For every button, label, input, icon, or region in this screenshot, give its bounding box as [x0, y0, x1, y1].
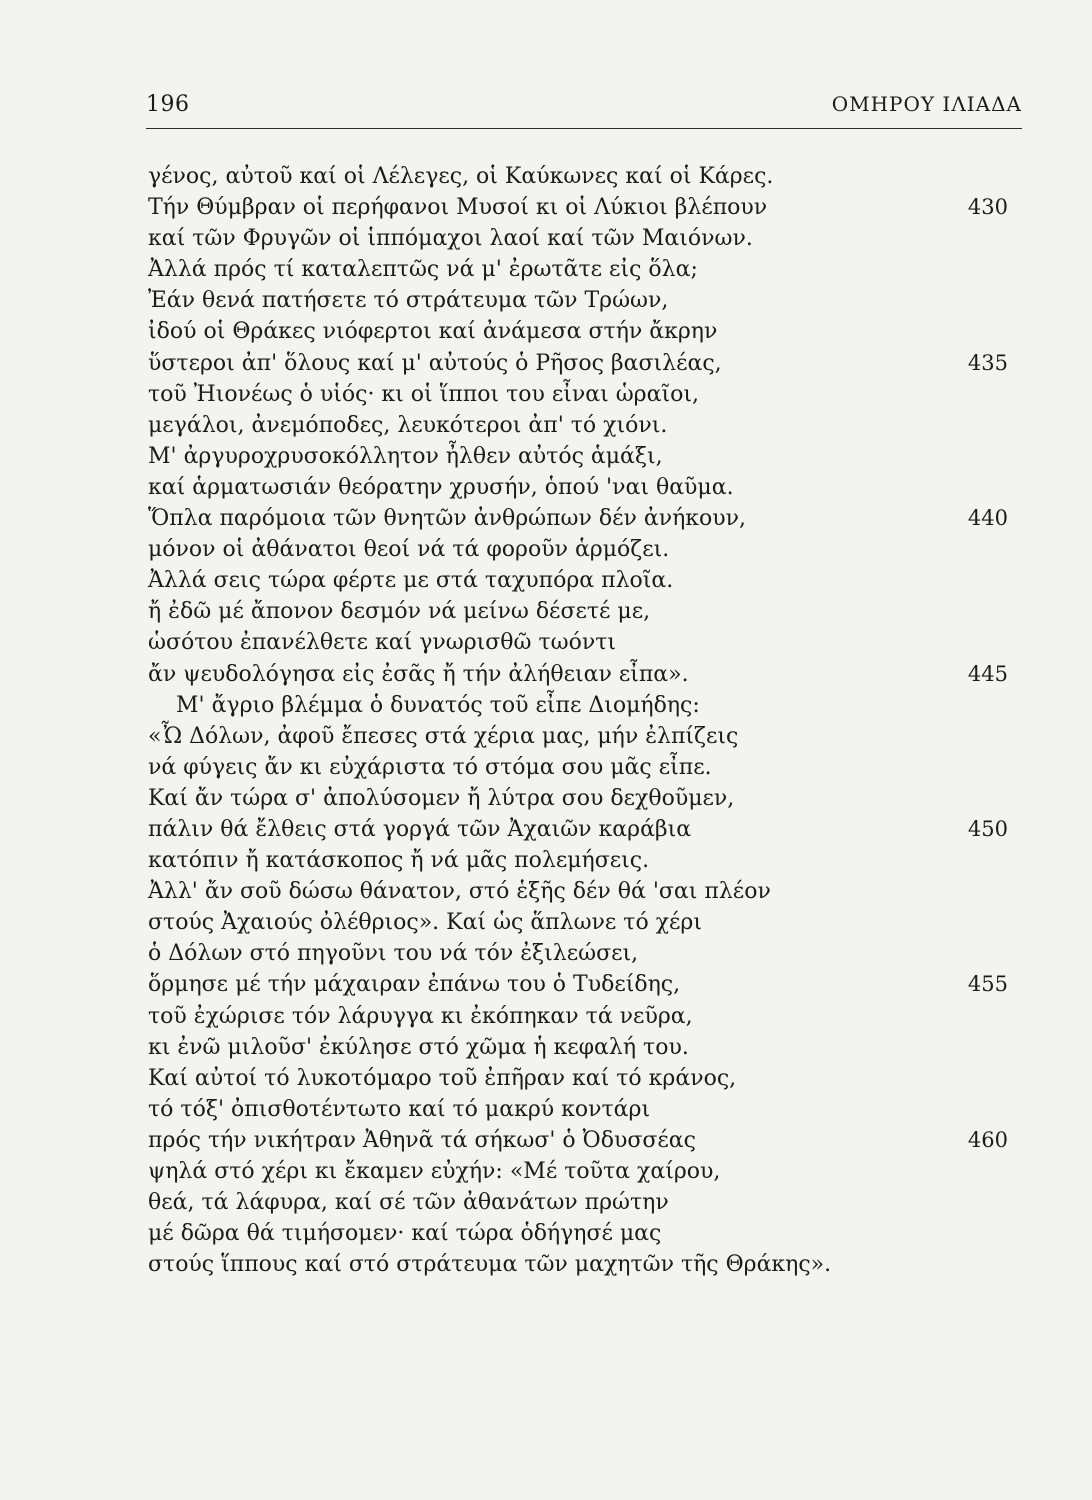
verse-text: Καί αὐτοί τό λυκοτόμαρο τοῦ ἐπῆραν καί τό κράνος,: [148, 1065, 737, 1091]
verse-line: [148, 721, 1008, 752]
verse-text: ἰδού οἱ Θράκες νιόφερτοι καί ἀνάμεσα στήν ἄκρην: [148, 319, 718, 345]
line-number: 430: [967, 195, 1008, 220]
verse-line: [148, 596, 1008, 627]
verse-line: [148, 534, 1008, 565]
verse-line: [148, 223, 1008, 254]
verse-line: [148, 907, 1008, 938]
verse-text: γένος, αὐτοῦ καί οἱ Λέλεγες, οἱ Καύκωνες καί οἱ Κάρες.: [148, 164, 774, 189]
verse-text: κι ἐνῶ μιλοῦσ' ἐκύλησε στό χῶμα ἡ κεφαλή του.: [148, 1034, 689, 1060]
verse-line: [148, 565, 1008, 596]
verse-text: Ἀλλά σεις τώρα φέρτε με στά ταχυπόρα πλοῖα.: [148, 568, 674, 594]
verse-text: νά φύγεις ἄν κι εὐχάριστα τό στόμα σου μᾶς εἶπε.: [148, 754, 712, 780]
verse-line: [148, 1125, 1008, 1156]
verse-line: [148, 814, 1008, 845]
header-rule: [146, 128, 1022, 129]
page-number: 196: [146, 92, 190, 117]
verse-line: [148, 627, 1008, 658]
verse-line: [148, 1063, 1008, 1094]
verse-line: [148, 1249, 1008, 1280]
verse-text: Ἀλλά πρός τί καταλεπτῶς νά μ' ἐρωτᾶτε εἰς ὅλα;: [148, 257, 698, 283]
verse-line: [148, 845, 1008, 876]
line-number: 440: [967, 506, 1008, 531]
verse-text: θεά, τά λάφυρα, καί σέ τῶν ἀθανάτων πρώτην: [148, 1190, 669, 1216]
verse-line: [148, 254, 1008, 285]
verse-text: στούς Ἀχαιούς ὀλέθριος». Καί ὡς ἅπλωνε τό χέρι: [148, 910, 702, 936]
line-number: 450: [967, 816, 1008, 841]
verse-text: ὅρμησε μέ τήν μάχαιραν ἐπάνω του ὁ Τυδείδης,: [148, 972, 681, 998]
verse-text: Ἐάν θενά πατήσετε τό στράτευμα τῶν Τρώων,: [148, 288, 669, 314]
verse-text: Τήν Θύμβραν οἱ περήφανοι Μυσοί κι οἱ Λύκιοι βλέπουν: [148, 195, 768, 221]
verse-block: [148, 161, 1008, 1280]
line-number: 445: [967, 661, 1008, 686]
verse-text: ψηλά στό χέρι κι ἔκαμεν εὐχήν: «Μέ τοῦτα χαίρου,: [148, 1159, 721, 1184]
verse-line: [148, 1001, 1008, 1032]
verse-line: [148, 316, 1008, 347]
verse-text: Ὅπλα παρόμοια τῶν θνητῶν ἀνθρώπων δέν ἀνήκουν,: [148, 506, 746, 532]
verse-line: [148, 969, 1008, 1000]
verse-line: [148, 690, 1008, 721]
page-header: [146, 92, 1022, 128]
verse-text: τοῦ Ἠιονέως ὁ υἱός· κι οἱ ἵπποι του εἶναι ὡραῖοι,: [148, 381, 699, 407]
verse-line: [148, 1187, 1008, 1218]
verse-text: μόνον οἱ ἀθάνατοι θεοί νά τά φοροῦν ἁρμόζει.: [148, 537, 670, 563]
verse-line: [148, 285, 1008, 316]
verse-text: καί τῶν Φρυγῶν οἱ ἱππόμαχοι λαοί καί τῶν Μαιόνων.: [148, 226, 753, 252]
verse-line: [148, 1094, 1008, 1125]
verse-text: μέ δῶρα θά τιμήσομεν· καί τώρα ὁδήγησέ μας: [148, 1221, 662, 1247]
verse-line: [148, 1156, 1008, 1187]
verse-line: [148, 410, 1008, 441]
verse-line: [148, 783, 1008, 814]
verse-text: Καί ἄν τώρα σ' ἀπολύσομεν ἤ λύτρα σου δεχθοῦμεν,: [148, 785, 735, 811]
verse-text: κατόπιν ἤ κατάσκοπος ἤ νά μᾶς πολεμήσεις.: [148, 848, 650, 874]
verse-text: καί ἁρματωσιάν θεόρατην χρυσήν, ὁπού 'ναι θαῦμα.: [148, 474, 734, 500]
verse-text: Μ' ἄγριο βλέμμα ὁ δυνατός τοῦ εἶπε Διομήδης:: [176, 692, 700, 718]
verse-line: [148, 503, 1008, 534]
verse-text: ὁ Δόλων στό πηγοῦνι του νά τόν ἐξιλεώσει,: [148, 941, 639, 967]
verse-line: [148, 1032, 1008, 1063]
verse-text: τό τόξ' ὀπισθοτέντωτο καί τό μακρύ κοντάρι: [148, 1096, 651, 1122]
verse-text: ὡσότου ἐπανέλθετε καί γνωρισθῶ τωόντι: [148, 630, 616, 656]
verse-line: [148, 876, 1008, 907]
verse-text: πρός τήν νικήτραν Ἀθηνᾶ τά σήκωσ' ὁ Ὀδυσσέας: [148, 1127, 696, 1153]
line-number: 435: [967, 350, 1008, 375]
verse-line: [148, 192, 1008, 223]
running-title: ΟΜΗΡΟΥ ΙΛΙΑΔΑ: [831, 92, 1022, 116]
verse-line: [148, 441, 1008, 472]
verse-line: [148, 348, 1008, 379]
verse-line: [148, 659, 1008, 690]
verse-line: [148, 752, 1008, 783]
verse-text: «Ὦ Δόλων, ἀφοῦ ἔπεσες στά χέρια μας, μήν ἐλπίζεις: [148, 723, 739, 749]
verse-text: ὕστεροι ἀπ' ὅλους καί μ' αὐτούς ὁ Ρῆσος βασιλέας,: [148, 350, 722, 376]
verse-text: στούς ἵππους καί στό στράτευμα τῶν μαχητῶν τῆς Θράκης».: [148, 1252, 832, 1278]
verse-text: τοῦ ἐχώρισε τόν λάρυγγα κι ἐκόπηκαν τά νεῦρα,: [148, 1003, 693, 1029]
verse-text: πάλιν θά ἔλθεις στά γοργά τῶν Ἀχαιῶν καράβια: [148, 816, 692, 842]
line-number: 455: [967, 972, 1008, 997]
verse-line: [148, 472, 1008, 503]
verse-text: Μ' ἀργυροχρυσοκόλλητον ἦλθεν αὐτός ἁμάξι,: [148, 443, 663, 469]
verse-text: ἤ ἐδῶ μέ ἄπονον δεσμόν νά μείνω δέσετέ με,: [148, 599, 651, 625]
verse-line: [148, 1218, 1008, 1249]
verse-text: Ἀλλ' ἄν σοῦ δώσω θάνατον, στό ἑξῆς δέν θά 'σαι πλέον: [148, 879, 771, 905]
verse-line: [148, 161, 1008, 192]
verse-line: [148, 938, 1008, 969]
line-number: 460: [967, 1127, 1008, 1152]
verse-text: ἄν ψευδολόγησα εἰς ἐσᾶς ἤ τήν ἀλήθειαν εἶπα».: [148, 661, 689, 687]
verse-line: [148, 379, 1008, 410]
verse-text: μεγάλοι, ἀνεμόποδες, λευκότεροι ἀπ' τό χιόνι.: [148, 412, 668, 438]
